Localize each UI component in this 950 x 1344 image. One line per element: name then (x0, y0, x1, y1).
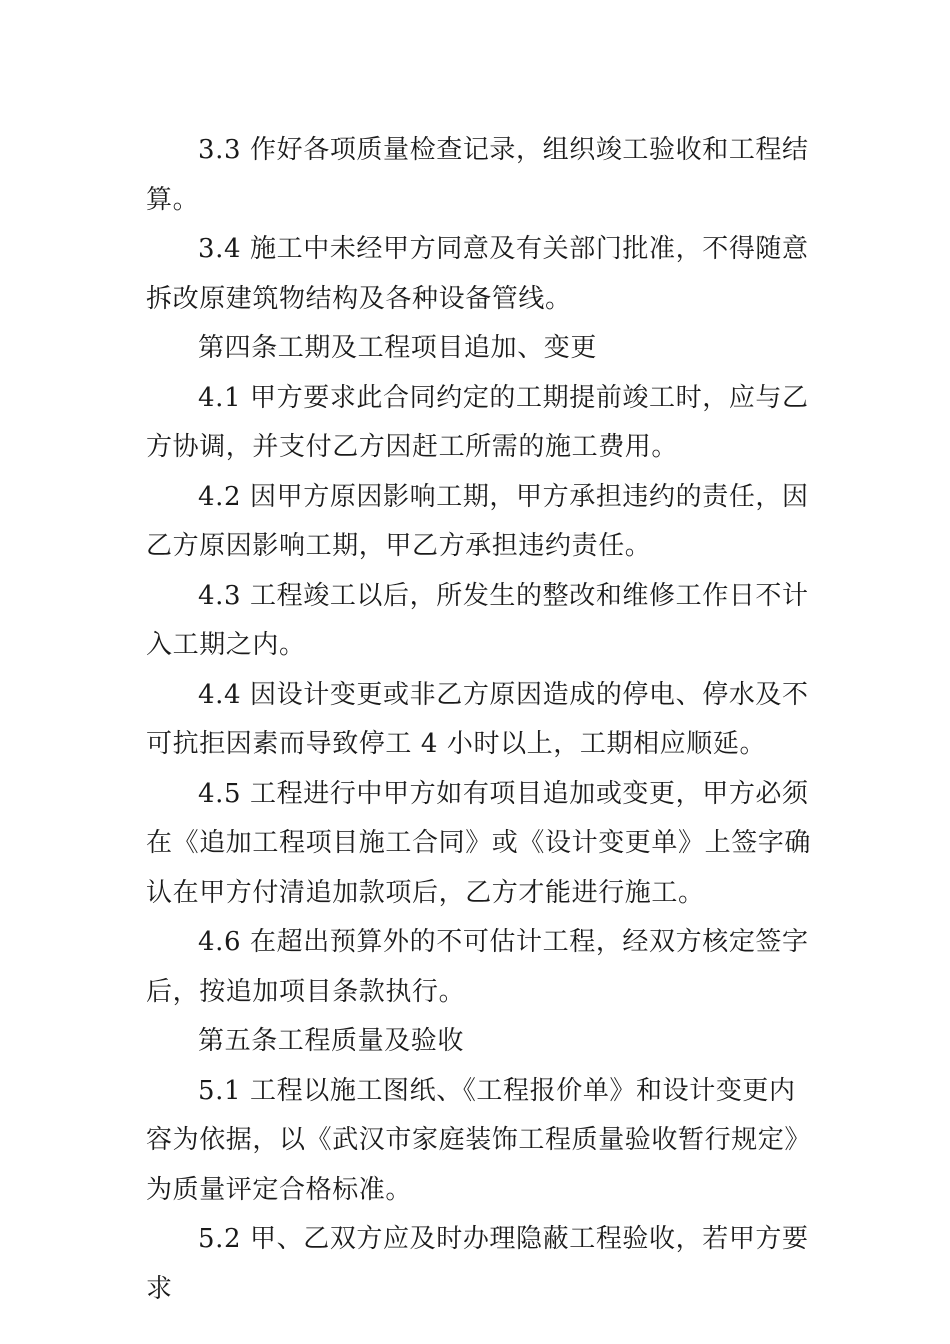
paragraph-4-2: 4.2 因甲方原因影响工期，甲方承担违约的责任，因乙方原因影响工期，甲乙方承担违约责任。 (146, 481, 809, 561)
paragraph-5-1: 5.1 工程以施工图纸、《工程报价单》和设计变更内容为依据，以《武汉市家庭装饰工程质量验收暂行规定》为质量评定合格标准。 (146, 1075, 812, 1205)
document-body (146, 126, 816, 1314)
paragraph-3-3: 3.3 作好各项质量检查记录，组织竣工验收和工程结算。 (146, 135, 809, 215)
paragraph-4-1: 4.1 甲方要求此合同约定的工期提前竣工时，应与乙方协调，并支付乙方因赶工所需的施工费用。 (146, 382, 809, 462)
section-heading-article-4: 第四条工期及工程项目追加、变更 (198, 333, 598, 363)
paragraph-3-4: 3.4 施工中未经甲方同意及有关部门批准，不得随意拆改原建筑物结构及各种设备管线。 (146, 234, 809, 314)
paragraph-5-2: 5.2 甲、乙双方应及时办理隐蔽工程验收，若甲方要求 (146, 1224, 809, 1304)
section-heading-article-5: 第五条工程质量及验收 (198, 1026, 465, 1056)
paragraph-4-4: 4.4 因设计变更或非乙方原因造成的停电、停水及不可抗拒因素而导致停工 4 小时以上，工期相应顺延。 (146, 679, 809, 759)
paragraph-4-5: 4.5 工程进行中甲方如有项目追加或变更，甲方必须在《追加工程项目施工合同》或《设计变更单》上签字确认在甲方付清追加款项后，乙方才能进行施工。 (146, 778, 812, 908)
paragraph-4-6: 4.6 在超出预算外的不可估计工程，经双方核定签字后，按追加项目条款执行。 (146, 927, 809, 1007)
paragraph-4-3: 4.3 工程竣工以后，所发生的整改和维修工作日不计入工期之内。 (146, 580, 809, 660)
